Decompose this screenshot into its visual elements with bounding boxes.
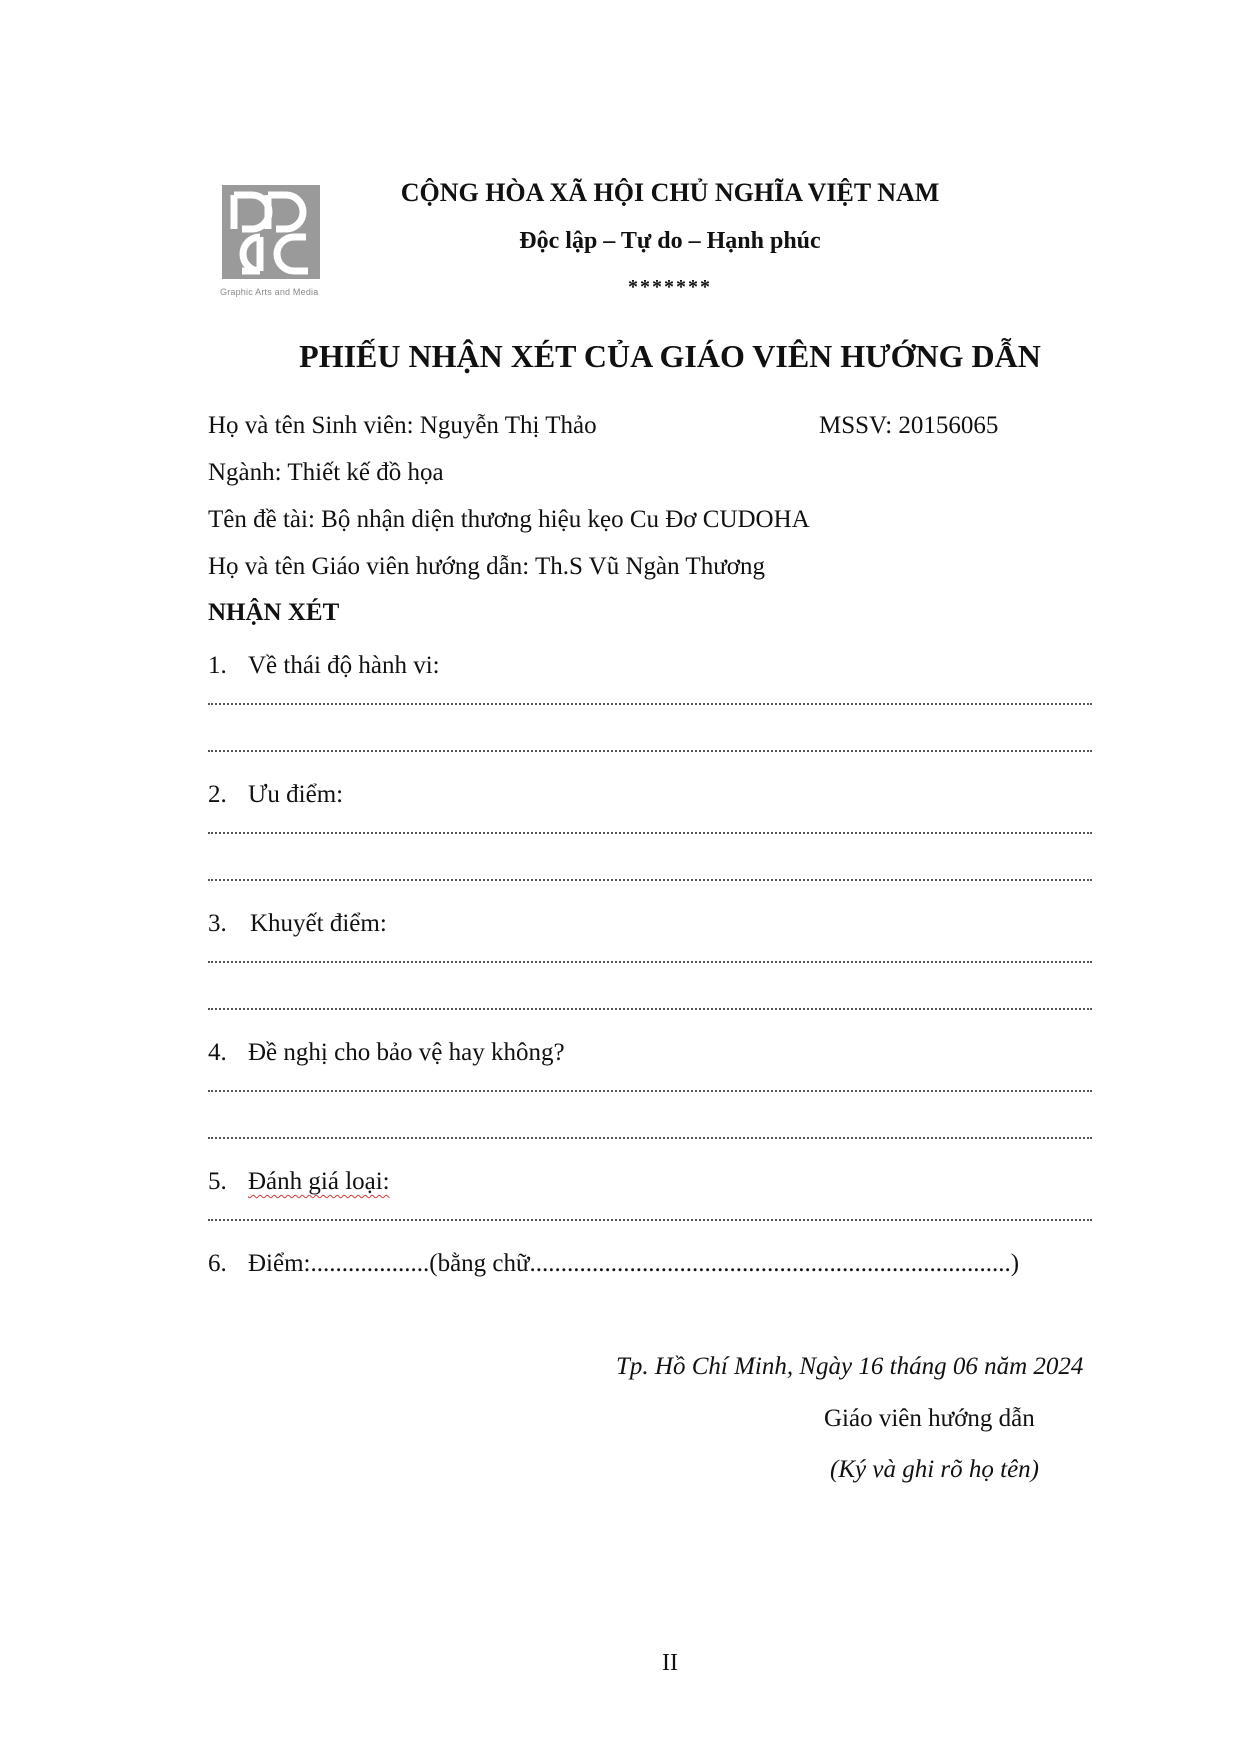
answer-line	[208, 879, 1092, 883]
item-number: 2.	[208, 781, 227, 808]
topic: Tên đề tài: Bộ nhận diện thương hiệu kẹo Cu Đơ CUDOHA	[208, 506, 810, 533]
item-number: 4.	[208, 1039, 227, 1066]
advisor: Họ và tên Giáo viên hướng dẫn: Th.S Vũ Ngàn Thương	[208, 553, 765, 580]
answer-line	[208, 1090, 1092, 1094]
signer-role: Giáo viên hướng dẫn	[824, 1405, 1035, 1432]
item-label: Ưu điểm:	[248, 781, 344, 808]
logo-caption: Graphic Arts and Media	[220, 287, 319, 297]
score-number: 6.	[208, 1250, 227, 1277]
item-label: Đề nghị cho bảo vệ hay không?	[248, 1039, 565, 1066]
header-stars: *******	[628, 276, 712, 298]
student-id: MSSV: 20156065	[819, 412, 999, 439]
section-heading: NHẬN XÉT	[208, 599, 340, 626]
answer-line	[208, 1008, 1092, 1012]
page-number: II	[662, 1650, 678, 1676]
logo-mark-icon	[222, 185, 320, 279]
motto: Độc lập – Tự do – Hạnh phúc	[519, 228, 821, 254]
item-label: Đánh giá loại:	[248, 1168, 390, 1195]
item-label: Về thái độ hành vi:	[248, 652, 440, 679]
signature-note: (Ký và ghi rõ họ tên)	[830, 1456, 1039, 1483]
major: Ngành: Thiết kế đồ họa	[208, 459, 444, 486]
answer-line	[208, 961, 1092, 965]
score-line: Điểm:...................(bằng chữ.............................................................................)	[248, 1250, 1020, 1277]
item-number: 3.	[208, 910, 227, 937]
country-name: CỘNG HÒA XÃ HỘI CHỦ NGHĨA VIỆT NAM	[400, 178, 940, 207]
page-title: PHIẾU NHẬN XÉT CỦA GIÁO VIÊN HƯỚNG DẪN	[299, 338, 1041, 374]
item-label: Khuyết điểm:	[250, 910, 387, 937]
logo	[222, 185, 320, 279]
answer-line	[208, 1219, 1092, 1223]
item-number: 1.	[208, 652, 227, 679]
answer-line	[208, 750, 1092, 754]
place-date: Tp. Hồ Chí Minh, Ngày 16 tháng 06 năm 2024	[616, 1353, 1084, 1380]
answer-line	[208, 832, 1092, 836]
student-name: Họ và tên Sinh viên: Nguyễn Thị Thảo	[208, 412, 597, 439]
answer-line	[208, 703, 1092, 707]
item-number: 5.	[208, 1168, 227, 1195]
answer-line	[208, 1137, 1092, 1141]
